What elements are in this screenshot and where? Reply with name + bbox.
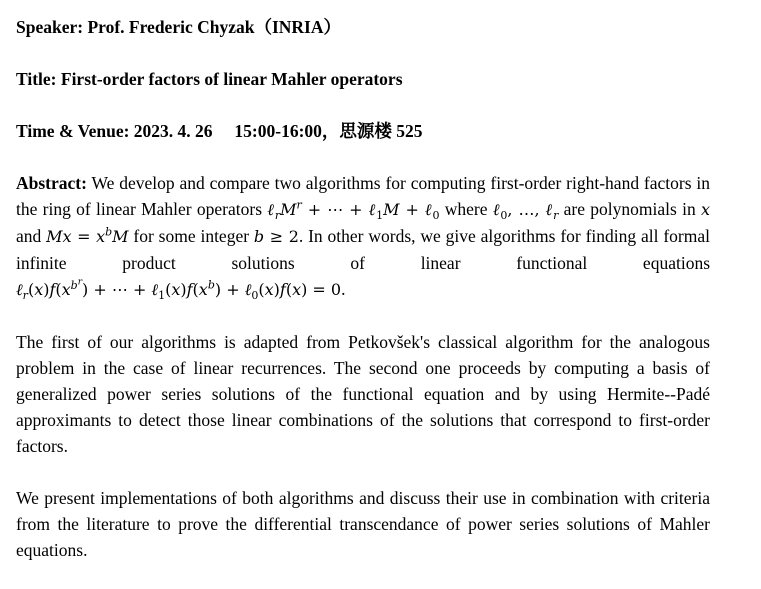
paragraph-algorithms: The first of our algorithms is adapted from Petkovšek's classical algorithm for the analogous problem in the case of linear recurrences. The second one proceeds by computing a basis of generalized power series solutions of the functional equation and by using Hermite--Padé approximants to detect those linear combinations of the solutions that correspond to first-order factors. — [16, 332, 710, 456]
functional-equation-formula: $\ell_r(x)f(x^{b^r})$ + ⋯ + $\ell_1(x)f(x^b)$ + ℓ$_0$(x)f(x) = 0 — [16, 277, 342, 303]
coefficients-formula: ℓ$_0$, …, ℓ$_r$ — [492, 200, 559, 223]
abstract-text-3: are polynomials in — [558, 199, 701, 219]
operator-formula: $\ell_rM^r$ + ⋯ + ℓ$_1$M + ℓ$_0$ — [267, 198, 440, 223]
integer-condition-formula: b ≥ 2 — [253, 227, 299, 246]
title-line: Title: First-order factors of linear Mahler operators — [16, 69, 403, 89]
paragraph-implementations: We present implementations of both algorithms and discuss their use in combination with criteria from the literature to prove the differential transcendance of power series solutions of Mahler equations. — [16, 488, 710, 560]
abstract-text-6: . In other words, we give algorithms for finding all formal infinite product solutions of linear functional equations — [16, 226, 710, 273]
mahler-relation-formula: $Mx = x^bM$ — [46, 225, 129, 246]
announcement — [16, 14, 710, 589]
variable-x: x — [701, 200, 711, 219]
abstract-text-1: We develop and compare two algorithms for computing first-order right-hand factors in the ring of linear Mahler operators — [16, 173, 710, 219]
abstract-paragraph — [16, 170, 710, 303]
time-venue-line: Time & Venue: 2023. 4. 26 15:00-16:00，思源楼 525 — [16, 121, 423, 141]
abstract-text-4: and — [16, 226, 47, 246]
abstract-text-5: for some integer — [128, 226, 254, 246]
speaker-line: Speaker: Prof. Frederic Chyzak（INRIA） — [16, 17, 342, 37]
abstract-text-2: where — [439, 199, 493, 219]
abstract-label: Abstract: — [16, 173, 87, 193]
abstract-text-7: . — [341, 279, 346, 299]
